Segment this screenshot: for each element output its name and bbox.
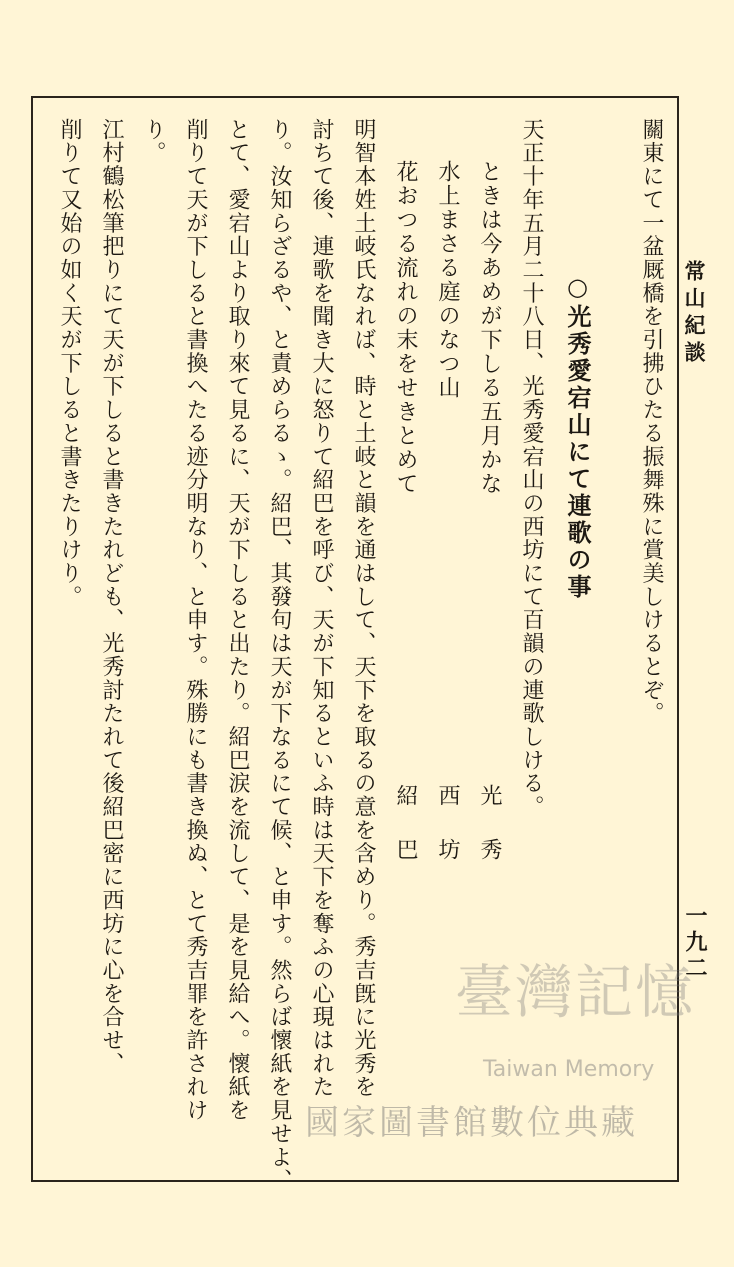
text-column-13: 江村鶴松筆把りにて天が下しると書きたれども、光秀討たれて後紹巴密に西坊に心を合せ、 <box>99 118 124 1076</box>
text-column-9: り。汝知らざるや、と責めらるゝ。紹巴、其發句は天が下なるにて候、と申す。然らば懷紙を見せよ、 <box>267 118 292 1193</box>
poem-author-3: 紹巴 <box>393 784 418 892</box>
poem-verse-1: ときは今あめが下しる五月かな <box>477 160 502 496</box>
watermark-library: 國家圖書館數位典藏 <box>305 1103 638 1143</box>
watermark-english: Taiwan Memory <box>483 1057 655 1082</box>
text-column-3: 天正十年五月二十八日、光秀愛宕山の西坊にて百韻の連歌しける。 <box>519 118 544 819</box>
poem-verse-2: 水上まさる庭のなつ山 <box>435 160 460 400</box>
watermark-logo-text: 臺灣記憶 <box>455 958 696 1026</box>
running-header-title: 常山紀談 <box>682 260 707 368</box>
text-column-8: 討ちて後、連歌を聞き大に怒りて紹巴を呼び、天が下知るといふ時は天下を奪ふの心現はれた <box>309 118 334 1099</box>
text-column-11: 削りて天が下しると書換へたる迹分明なり、と申す。殊勝にも書き換ぬ、とて秀吉罪を許されけ <box>183 118 208 1123</box>
text-column-7: 明智本姓土岐氏なれば、時と土岐と韻を通はして、天下を取るの意を含めり。秀吉旣に光秀を <box>351 118 376 1099</box>
page-number: 一九二 <box>682 904 708 982</box>
section-title: ○光秀愛宕山にて連歌の事 <box>563 272 592 601</box>
text-column-1: 關東にて一盆厩橋を引拂ひたる振舞殊に賞美しけるとぞ。 <box>639 118 664 726</box>
text-column-14: 削りて又始の如く天が下しると書きたりけり。 <box>57 118 82 609</box>
poem-author-2: 西坊 <box>435 784 460 892</box>
poem-author-1: 光秀 <box>477 784 502 892</box>
text-column-10: とて、愛宕山より取り來て見るに、天が下しると出たり。紹巴涙を流して、是を見給へ。懷紙を <box>225 118 250 1123</box>
text-column-12: り。 <box>141 118 166 165</box>
poem-verse-3: 花おつる流れの末をせきとめて <box>393 160 418 496</box>
watermark <box>305 945 705 1155</box>
